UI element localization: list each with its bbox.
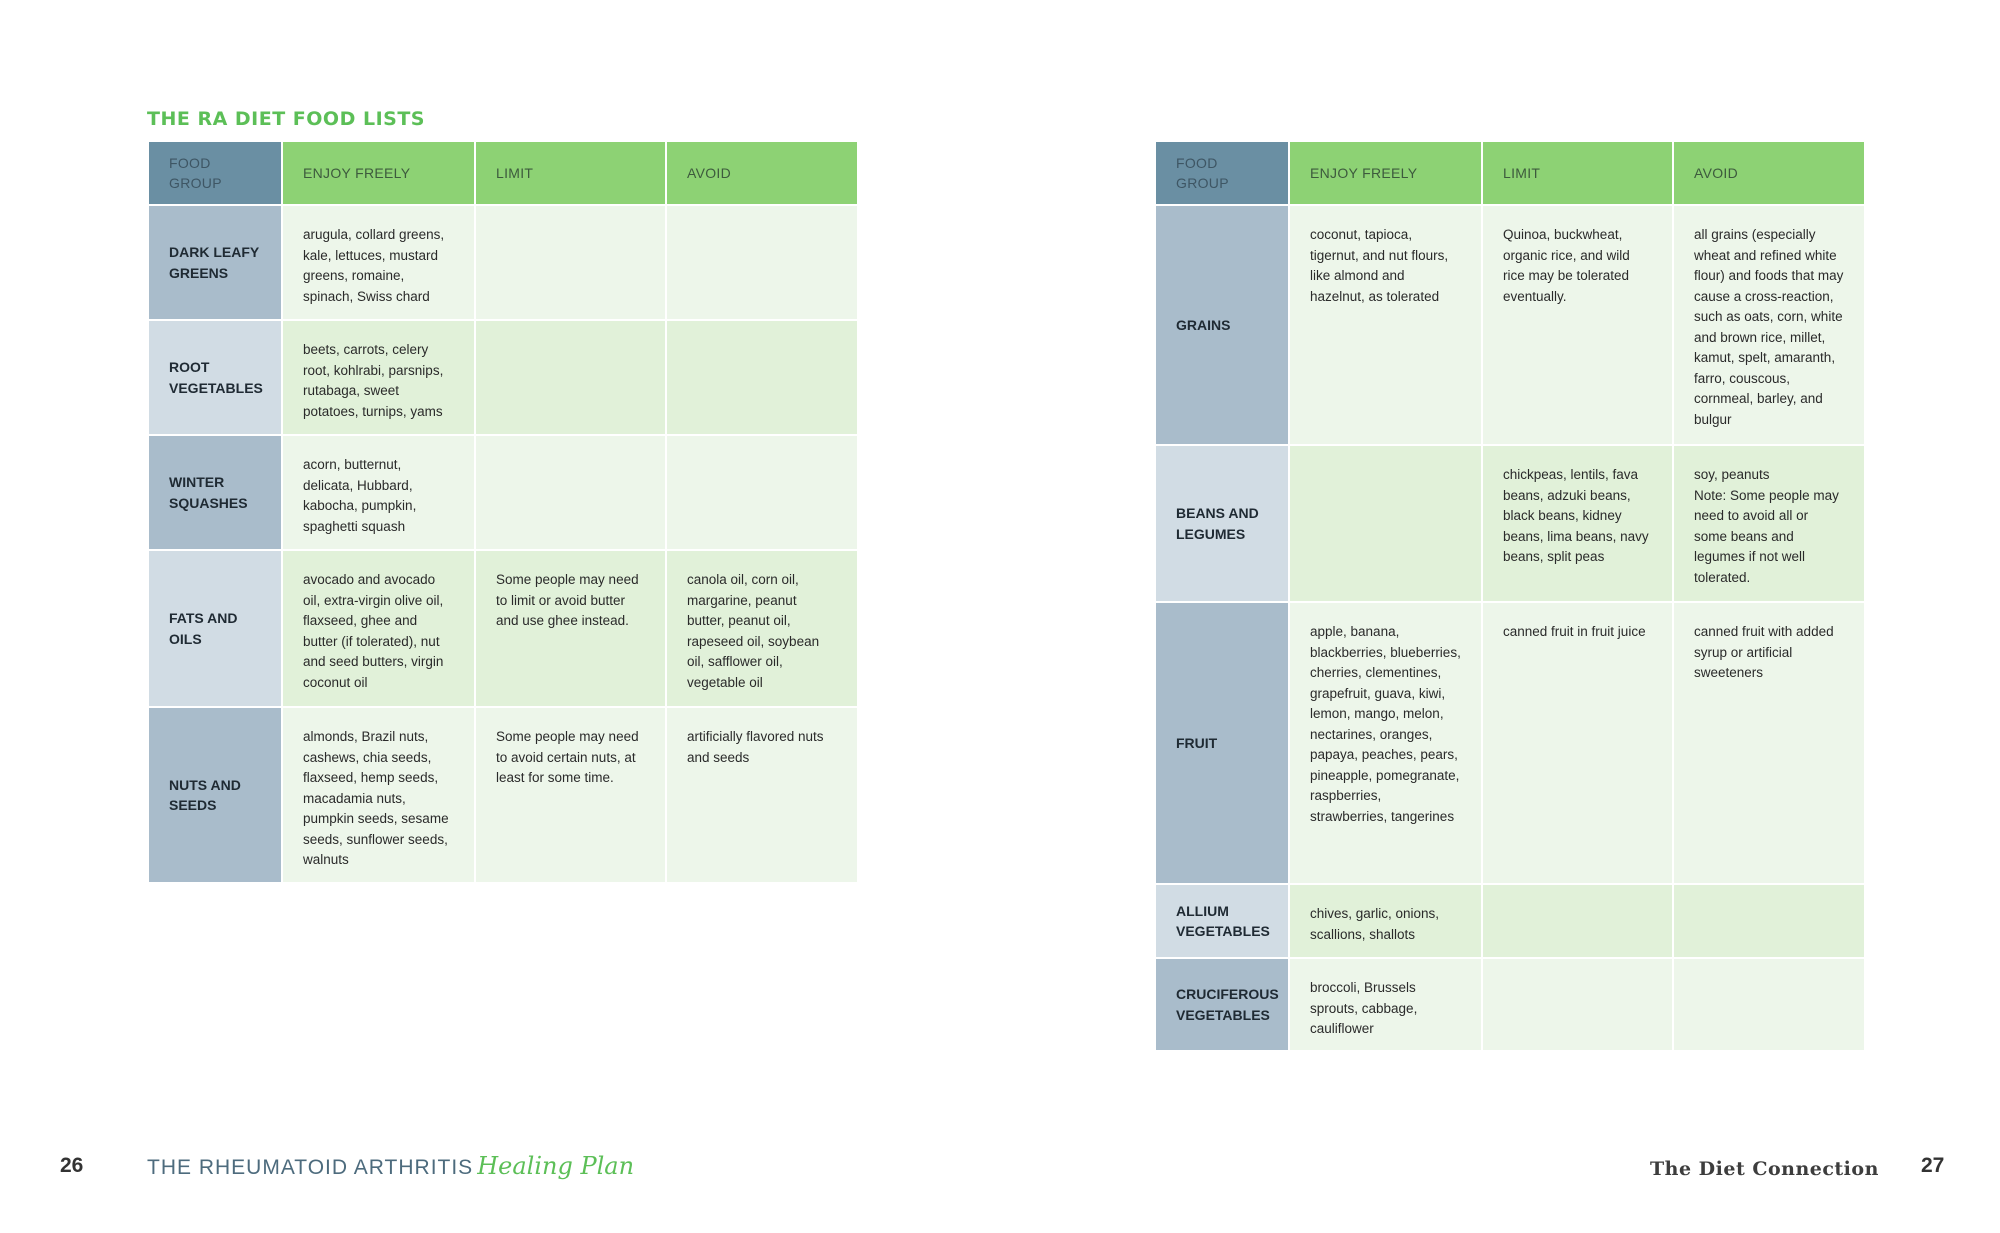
table-row [148, 205, 858, 320]
limit-cell: chickpeas, lentils, fava beans, adzuki beans, black beans, kidney beans, lima beans, navy beans, split peas [1482, 445, 1673, 602]
right-page-footer [1921, 1152, 1944, 1178]
header-avoid: AVOID [1673, 141, 1865, 205]
avoid-cell: canned fruit with added syrup or artificial sweeteners [1673, 602, 1865, 884]
header-enjoy-freely: ENJOY FREELY [1289, 141, 1482, 205]
avoid-cell [666, 205, 858, 320]
limit-cell: Some people may need to limit or avoid butter and use ghee instead. [475, 550, 666, 707]
right-page-number: 27 [1921, 1154, 1945, 1177]
table-row [1155, 445, 1865, 602]
food-list-table-right [1154, 140, 1866, 1052]
avoid-cell: artificially flavored nuts and seeds [666, 707, 858, 883]
enjoy-cell: arugula, collard greens, kale, lettuces, mustard greens, romaine, spinach, Swiss chard [282, 205, 475, 320]
limit-cell [475, 205, 666, 320]
limit-cell: canned fruit in fruit juice [1482, 602, 1673, 884]
table-header-row [148, 141, 858, 205]
header-limit: LIMIT [475, 141, 666, 205]
food-group-cell: GRAINS [1155, 205, 1289, 445]
table-row [148, 707, 858, 883]
enjoy-cell: broccoli, Brussels sprouts, cabbage, cauliflower [1289, 958, 1482, 1051]
avoid-cell: all grains (especially wheat and refined white flour) and foods that may cause a cross-reaction, such as oats, corn, white and brown rice, millet, kamut, spelt, amaranth, farro, couscous, cornmeal, barley, and bulgur [1673, 205, 1865, 445]
food-group-cell: DARK LEAFY GREENS [148, 205, 282, 320]
table-row [1155, 958, 1865, 1051]
left-page-footer [60, 1152, 83, 1178]
limit-cell [1482, 958, 1673, 1051]
avoid-cell [666, 435, 858, 550]
table-row [1155, 602, 1865, 884]
food-group-cell: FATS AND OILS [148, 550, 282, 707]
food-group-cell: BEANS AND LEGUMES [1155, 445, 1289, 602]
section-title: THE RA DIET FOOD LISTS [147, 108, 425, 130]
limit-cell [1482, 884, 1673, 958]
food-group-cell: NUTS AND SEEDS [148, 707, 282, 883]
enjoy-cell: acorn, butternut, delicata, Hubbard, kabocha, pumpkin, spaghetti squash [282, 435, 475, 550]
table-row [1155, 205, 1865, 445]
food-group-cell: FRUIT [1155, 602, 1289, 884]
limit-cell: Some people may need to avoid certain nuts, at least for some time. [475, 707, 666, 883]
enjoy-cell: beets, carrots, celery root, kohlrabi, parsnips, rutabaga, sweet potatoes, turnips, yams [282, 320, 475, 435]
running-header-book-title [147, 1152, 634, 1180]
avoid-cell [1673, 958, 1865, 1051]
header-avoid: AVOID [666, 141, 858, 205]
enjoy-cell: avocado and avocado oil, extra-virgin olive oil, flaxseed, ghee and butter (if tolerated), nut and seed butters, virgin coconut oil [282, 550, 475, 707]
header-food-group: FOOD GROUP [148, 141, 282, 205]
enjoy-cell: apple, banana, blackberries, blueberries, cherries, clementines, grapefruit, guava, kiwi, lemon, mango, melon, nectarines, oranges, papaya, peaches, pears, pineapple, pomegranate, raspberries, strawberries, tangerines [1289, 602, 1482, 884]
table-row [148, 550, 858, 707]
food-group-cell: CRUCIFEROUS VEGETABLES [1155, 958, 1289, 1051]
table-row [1155, 884, 1865, 958]
left-page-number: 26 [60, 1154, 84, 1177]
food-group-cell: ROOT VEGETABLES [148, 320, 282, 435]
enjoy-cell: coconut, tapioca, tigernut, and nut flours, like almond and hazelnut, as tolerated [1289, 205, 1482, 445]
header-food-group: FOOD GROUP [1155, 141, 1289, 205]
avoid-cell: soy, peanuts Note: Some people may need to avoid all or some beans and legumes if not well tolerated. [1673, 445, 1865, 602]
limit-cell [475, 320, 666, 435]
table-header-row [1155, 141, 1865, 205]
avoid-cell [666, 320, 858, 435]
food-list-table-left [147, 140, 859, 884]
table-row [148, 320, 858, 435]
running-header-chapter [1650, 1155, 1879, 1181]
avoid-cell [1673, 884, 1865, 958]
header-enjoy-freely: ENJOY FREELY [282, 141, 475, 205]
chapter-title: The Diet Connection [1650, 1158, 1879, 1180]
book-title: THE RHEUMATOID ARTHRITIS [147, 1156, 474, 1179]
book-title-script: Healing Plan [477, 1152, 635, 1180]
food-group-cell: WINTER SQUASHES [148, 435, 282, 550]
limit-cell [475, 435, 666, 550]
food-group-cell: ALLIUM VEGETABLES [1155, 884, 1289, 958]
limit-cell: Quinoa, buckwheat, organic rice, and wild rice may be tolerated eventually. [1482, 205, 1673, 445]
enjoy-cell [1289, 445, 1482, 602]
table-row [148, 435, 858, 550]
avoid-cell: canola oil, corn oil, margarine, peanut butter, peanut oil, rapeseed oil, soybean oil, safflower oil, vegetable oil [666, 550, 858, 707]
header-limit: LIMIT [1482, 141, 1673, 205]
enjoy-cell: almonds, Brazil nuts, cashews, chia seeds, flaxseed, hemp seeds, macadamia nuts, pumpkin seeds, sesame seeds, sunflower seeds, walnuts [282, 707, 475, 883]
enjoy-cell: chives, garlic, onions, scallions, shallots [1289, 884, 1482, 958]
